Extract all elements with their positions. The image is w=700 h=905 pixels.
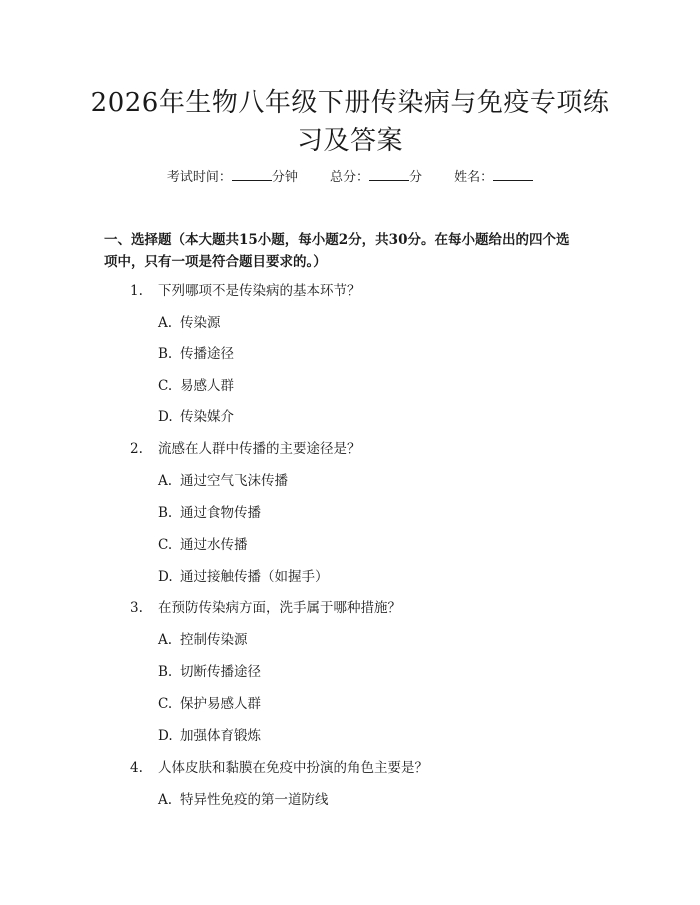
question-text: 流感在人群中传播的主要途径是？ — [158, 441, 361, 457]
option-text: 通过接触传播（如握手） — [180, 569, 329, 585]
total-score-label: 总分： — [329, 170, 369, 185]
option-text: 传染源 — [180, 315, 221, 331]
option-letter: A. — [158, 473, 173, 489]
question-1 — [130, 282, 361, 300]
option-letter: D. — [158, 409, 173, 425]
option-letter: B. — [158, 664, 173, 680]
question-1-option-b — [158, 345, 234, 363]
question-2-option-a — [158, 472, 288, 490]
exam-info-row — [0, 168, 700, 187]
option-text: 控制传染源 — [180, 632, 248, 648]
student-name-blank — [493, 168, 533, 181]
question-3-option-b — [158, 663, 261, 681]
question-4-option-a — [158, 791, 329, 809]
question-4 — [130, 759, 428, 777]
question-text: 人体皮肤和黏膜在免疫中扮演的角色主要是？ — [158, 760, 428, 776]
question-1-option-c — [158, 377, 234, 395]
option-text: 通过食物传播 — [180, 505, 261, 521]
question-2-option-c — [158, 536, 248, 554]
option-letter: C. — [158, 537, 173, 553]
section-heading-line-1: 一、选择题（本大题共15小题，每小题2分，共30分。在每小题给出的四个选 — [104, 232, 570, 248]
option-text: 保护易感人群 — [180, 696, 261, 712]
option-letter: A. — [158, 632, 173, 648]
exam-time-label: 考试时间： — [166, 170, 232, 185]
title-line-2: 习及答案 — [296, 126, 403, 156]
question-2 — [130, 440, 361, 458]
option-text: 通过空气飞沫传播 — [180, 473, 288, 489]
student-name-field — [454, 170, 533, 185]
exam-time-unit: 分钟 — [271, 170, 298, 185]
question-number: 3. — [130, 600, 143, 616]
question-number: 2. — [130, 441, 143, 457]
option-text: 通过水传播 — [180, 537, 248, 553]
question-number: 4. — [130, 760, 143, 776]
question-number: 1. — [130, 283, 143, 299]
option-letter: D. — [158, 569, 173, 585]
question-2-option-b — [158, 504, 261, 522]
option-text: 切断传播途径 — [180, 664, 261, 680]
question-1-option-a — [158, 314, 221, 332]
question-1-option-d — [158, 408, 234, 426]
option-text: 传播途径 — [180, 346, 234, 362]
option-letter: B. — [158, 505, 173, 521]
option-letter: A. — [158, 792, 173, 808]
section-heading-line-2: 项中，只有一项是符合题目要求的。） — [104, 254, 327, 270]
exam-time-field — [167, 170, 302, 185]
question-3-option-c — [158, 695, 261, 713]
option-letter: B. — [158, 346, 173, 362]
question-text: 在预防传染病方面，洗手属于哪种措施？ — [158, 600, 401, 616]
question-3-option-a — [158, 631, 248, 649]
student-name-label: 姓名： — [454, 170, 494, 185]
option-letter: C. — [158, 696, 173, 712]
document-title — [60, 84, 640, 160]
option-text: 易感人群 — [180, 378, 234, 394]
section-heading — [104, 229, 598, 273]
option-text: 特异性免疫的第一道防线 — [180, 792, 329, 808]
total-score-blank — [369, 168, 409, 181]
option-text: 加强体育锻炼 — [180, 728, 261, 744]
question-3-option-d — [158, 727, 261, 745]
option-letter: A. — [158, 315, 173, 331]
title-line-1: 2026年生物八年级下册传染病与免疫专项练 — [90, 88, 610, 118]
total-score-field — [330, 170, 426, 185]
option-letter: C. — [158, 378, 173, 394]
option-letter: D. — [158, 728, 173, 744]
total-score-unit: 分 — [409, 170, 423, 185]
question-text: 下列哪项不是传染病的基本环节？ — [158, 283, 361, 299]
question-2-option-d — [158, 568, 329, 586]
exam-time-blank — [232, 168, 272, 181]
question-3 — [130, 599, 401, 617]
option-text: 传染媒介 — [180, 409, 234, 425]
